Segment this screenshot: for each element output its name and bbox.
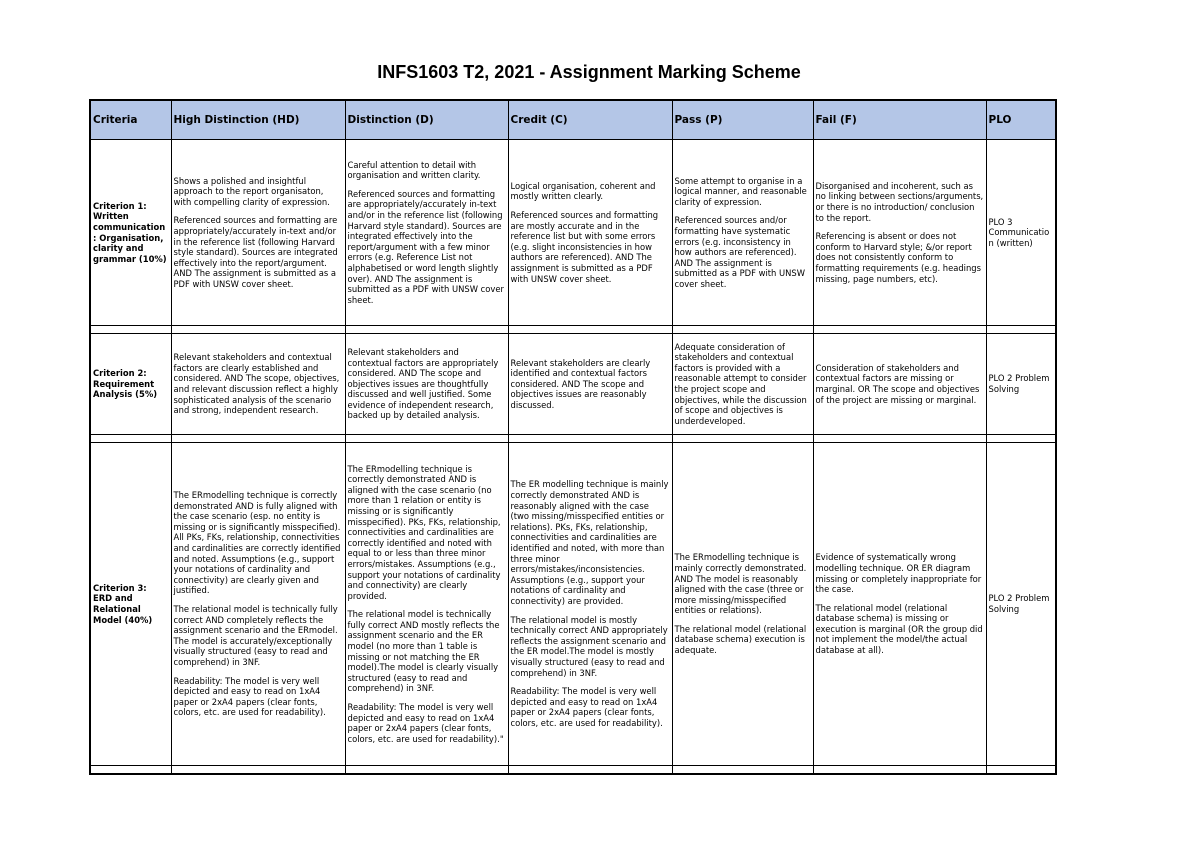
d-cell: Relevant stakeholders and contextual factors are appropriately considered. AND The scope and objectives issues are thoughtfully discussed and well justified. Some evidence of independent research, backed up by detailed analysis. (345, 334, 508, 435)
hd-cell: The ERmodelling technique is correctly demonstrated AND is fully aligned with the case scenario (esp. no entity is missing or is significantly misspecified). All PKs, FKs, relationship, connectivities and cardinalities are correctly identified and noted. Assumptions (e.g., support your notations of cardinality and connectivity) are clearly given and justified. The relational model is technically fully correct AND completely reflects the assignment scenario and the ERmodel. The model is accurately/exceptionally visually structured (easy to read and comprehend) in 3NF. Readability: The model is very well depicted and easy to read on 1xA4 paper or 2xA4 papers (clear fonts, colors, etc. are used for readability). (171, 443, 345, 766)
f-cell: Disorganised and incoherent, such as no linking between sections/arguments, or there is no introduction/ conclusion to the report. Referencing is absent or does not conform to Harvard style; &/or report does not consistently conform to formatting requirements (e.g. headings missing, page numbers, etc). (813, 140, 986, 326)
header-plo: PLO (986, 100, 1056, 140)
criterion-cell: Criterion 1: Written communication: Organisation, clarity and grammar (10%) (90, 140, 171, 326)
plo-cell: PLO 2 Problem Solving (986, 443, 1056, 766)
d-cell: The ERmodelling technique is correctly demonstrated AND is aligned with the case scenario (no more than 1 relation or entity is missing or is significantly misspecified). PKs, FKs, relationship, connectivities and cardinalities are correctly identified and noted with equal to or less than three minor errors/mistakes. Assumptions (e.g., support your notations of cardinality and connectivity) are clearly provided. The relational model is technically fully correct AND mostly reflects the assignment scenario and the ER model (no more than 1 table is missing or not matching the ER model).The model is clearly visually structured (easy to read and comprehend) in 3NF. Readability: The model is very well depicted and easy to read on 1xA4 paper or 2xA4 papers (clear fonts, colors, etc. are used for readability)." (345, 443, 508, 766)
c-cell: Relevant stakeholders are clearly identified and contextual factors considered. AND The scope and objectives issues are reasonably discussed. (508, 334, 672, 435)
page-title: INFS1603 T2, 2021 - Assignment Marking Scheme (377, 62, 801, 82)
spacer-row (90, 435, 1056, 443)
p-cell: Adequate consideration of stakeholders and contextual factors is provided with a reasonable attempt to consider the project scope and objectives, while the discussion of scope and objectives is underdeveloped. (672, 334, 813, 435)
header-row (90, 100, 1056, 140)
header-c: Credit (C) (508, 100, 672, 140)
spacer-row (90, 766, 1056, 775)
hd-cell: Relevant stakeholders and contextual factors are clearly established and considered. AND The scope, objectives, and relevant discussion reflect a highly sophisticated analysis of the scenario and strong, independent research. (171, 334, 345, 435)
hd-cell: Shows a polished and insightful approach to the report organisaton, with compelling clarity of expression. Referenced sources and formatting are appropriately/accurately in-text and/or in the reference list (following Harvard style standard). Sources are integrated effectively into the report/argument. AND The assignment is submitted as a PDF with UNSW cover sheet. (171, 140, 345, 326)
header-hd: High Distinction (HD) (171, 100, 345, 140)
f-cell: Evidence of systematically wrong modelling technique. OR ER diagram missing or completely inappropriate for the case. The relational model (relational database schema) is missing or execution is marginal (OR the group did not implement the model/the actual database at all). (813, 443, 986, 766)
header-f: Fail (F) (813, 100, 986, 140)
f-cell: Consideration of stakeholders and contextual factors are missing or marginal. OR The scope and objectives of the project are missing or marginal. (813, 334, 986, 435)
c-cell: The ER modelling technique is mainly correctly demonstrated AND is reasonably aligned with the case (two missing/misspecified entities or relations). PKs, FKs, relationship, connectivities and cardinalities are identified and noted, with more than three minor errors/mistakes/inconsistencies. Assumptions (e.g., support your notations of cardinality and connectivity) are provided. The relational model is mostly technically correct AND appropriately reflects the assignment scenario and the ER model.The model is mostly visually structured (easy to read and comprehend) in 3NF. Readability: The model is very well depicted and easy to read on 1xA4 paper or 2xA4 papers (clear fonts, colors, etc. are used for readability). (508, 443, 672, 766)
plo-cell: PLO 3 Communication (written) (986, 140, 1056, 326)
criterion-cell: Criterion 2: Requirement Analysis (5%) (90, 334, 171, 435)
p-cell: The ERmodelling technique is mainly correctly demonstrated. AND The model is reasonably aligned with the case (three or more missing/misspecified entities or relations). The relational model (relational database schema) execution is adequate. (672, 443, 813, 766)
header-d: Distinction (D) (345, 100, 508, 140)
marking-scheme-table (89, 99, 1057, 775)
d-cell: Careful attention to detail with organisation and written clarity. Referenced sources and formatting are appropriately/accurately in-text and/or in the reference list (following Harvard style standard). Sources are integrated effectively into the report/argument with a few minor errors (e.g. Reference List not alphabetised or word length slightly over). AND The assignment is submitted as a PDF with UNSW cover sheet. (345, 140, 508, 326)
p-cell: Some attempt to organise in a logical manner, and reasonable clarity of expression. Referenced sources and/or formatting have systematic errors (e.g. inconsistency in how authors are referenced). AND The assignment is submitted as a PDF with UNSW cover sheet. (672, 140, 813, 326)
criterion-cell: Criterion 3: ERD and Relational Model (40%) (90, 443, 171, 766)
header-criteria: Criteria (90, 100, 171, 140)
table-row (90, 334, 1056, 435)
header-p: Pass (P) (672, 100, 813, 140)
table-row (90, 443, 1056, 766)
plo-cell: PLO 2 Problem Solving (986, 334, 1056, 435)
c-cell: Logical organisation, coherent and mostly written clearly. Referenced sources and formatting are mostly accurate and in the reference list but with some errors (e.g. slight inconsistencies in how authors are referenced). AND The assignment is submitted as a PDF with UNSW cover sheet. (508, 140, 672, 326)
spacer-row (90, 326, 1056, 334)
table-row (90, 140, 1056, 326)
